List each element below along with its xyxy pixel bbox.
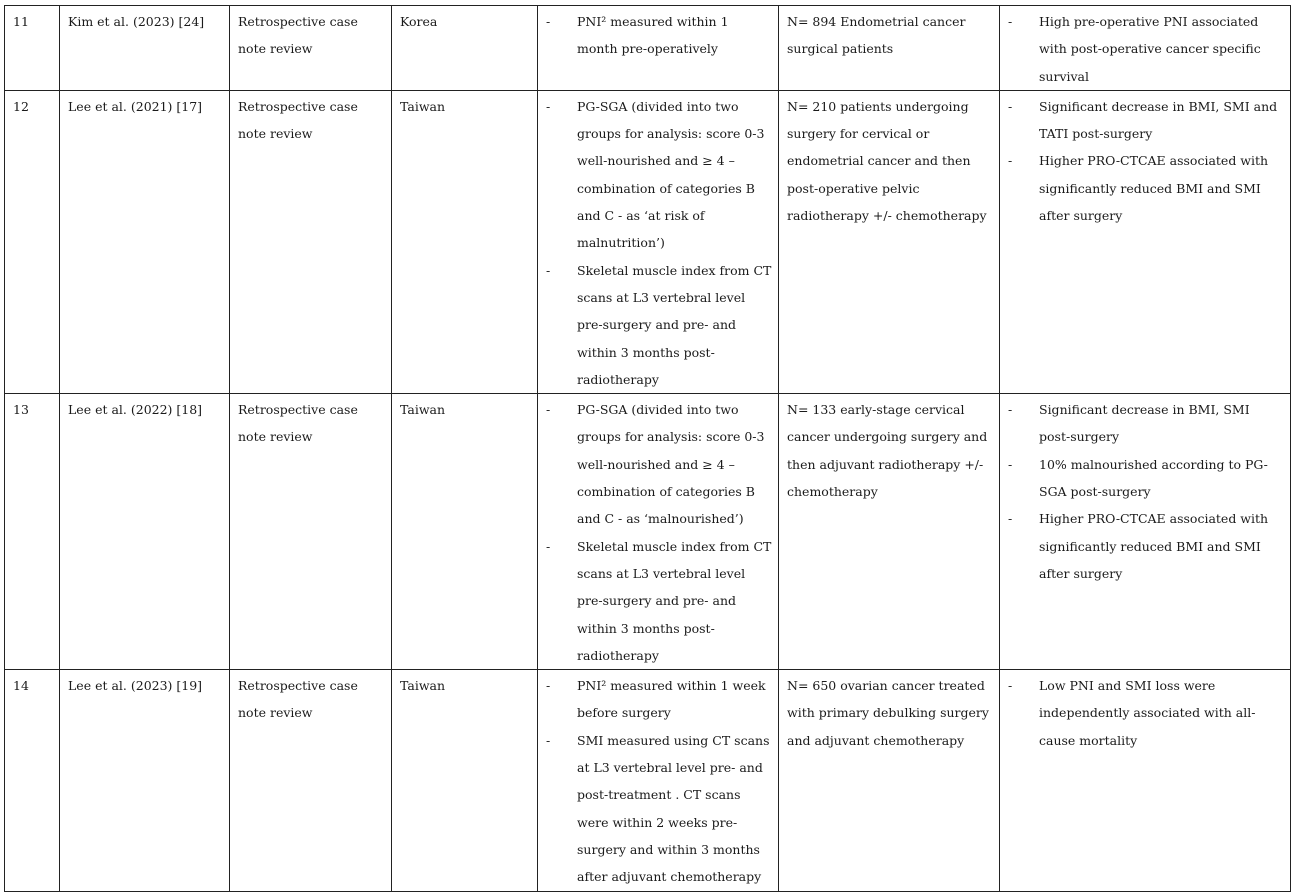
table-row <box>5 90 1291 393</box>
row-number: 11 <box>5 6 60 91</box>
list-item: - High pre-operative PNI associated with post-operative cancer specific survival <box>1008 8 1284 90</box>
study-citation: Lee et al. (2022) [18] <box>60 394 230 670</box>
population-cell: N= 650 ovarian cancer treated with primary debulking surgery and adjuvant chemotherapy <box>779 670 1000 892</box>
row-number: 13 <box>5 394 60 670</box>
list-item: - PNI² measured within 1 month pre-operatively <box>546 8 772 63</box>
population-cell: N= 894 Endometrial cancer surgical patients <box>779 6 1000 91</box>
list-item: - 10% malnourished according to PG-SGA post-surgery <box>1008 451 1284 506</box>
findings-list <box>1008 672 1284 754</box>
population-cell: N= 133 early-stage cervical cancer undergoing surgery and then adjuvant radiotherapy +/- chemotherapy <box>779 394 1000 670</box>
findings-list <box>1008 93 1284 229</box>
methods-cell <box>538 670 779 892</box>
list-item: - Significant decrease in BMI, SMI post-surgery <box>1008 396 1284 451</box>
list-item: - PNI² measured within 1 week before surgery <box>546 672 772 727</box>
findings-list <box>1008 396 1284 587</box>
row-number: 12 <box>5 90 60 393</box>
table-row <box>5 670 1291 892</box>
findings-list <box>1008 8 1284 90</box>
methods-list <box>546 672 772 890</box>
findings-cell <box>1000 394 1291 670</box>
table-row <box>5 394 1291 670</box>
study-design: Retrospective case note review <box>230 90 392 393</box>
list-item: - Significant decrease in BMI, SMI and TATI post-surgery <box>1008 93 1284 148</box>
methods-cell <box>538 394 779 670</box>
list-item: - Higher PRO-CTCAE associated with significantly reduced BMI and SMI after surgery <box>1008 505 1284 587</box>
study-table-body <box>5 6 1291 892</box>
list-item: - PG-SGA (divided into two groups for analysis: score 0-3 well-nourished and ≥ 4 – combination of categories B and C - as ‘at risk of malnutrition’) <box>546 93 772 257</box>
findings-cell <box>1000 90 1291 393</box>
study-citation: Lee et al. (2021) [17] <box>60 90 230 393</box>
study-country: Taiwan <box>392 90 538 393</box>
study-country: Taiwan <box>392 394 538 670</box>
list-item: - Low PNI and SMI loss were independently associated with all-cause mortality <box>1008 672 1284 754</box>
study-table <box>4 5 1291 892</box>
methods-list <box>546 396 772 669</box>
list-item: - SMI measured using CT scans at L3 vertebral level pre- and post-treatment . CT scans were within 2 weeks pre-surgery and within 3 months after adjuvant chemotherapy <box>546 727 772 891</box>
findings-cell <box>1000 670 1291 892</box>
findings-cell <box>1000 6 1291 91</box>
list-item: - PG-SGA (divided into two groups for analysis: score 0-3 well-nourished and ≥ 4 – combination of categories B and C - as ‘malnourished’) <box>546 396 772 532</box>
study-country: Taiwan <box>392 670 538 892</box>
list-item: - Higher PRO-CTCAE associated with significantly reduced BMI and SMI after surgery <box>1008 147 1284 229</box>
population-cell: N= 210 patients undergoing surgery for cervical or endometrial cancer and then post-operative pelvic radiotherapy +/- chemotherapy <box>779 90 1000 393</box>
study-design: Retrospective case note review <box>230 394 392 670</box>
study-design: Retrospective case note review <box>230 6 392 91</box>
table-row <box>5 6 1291 91</box>
study-design: Retrospective case note review <box>230 670 392 892</box>
methods-list <box>546 8 772 63</box>
row-number: 14 <box>5 670 60 892</box>
methods-cell <box>538 6 779 91</box>
list-item: - Skeletal muscle index from CT scans at L3 vertebral level pre-surgery and pre- and within 3 months post-radiotherapy <box>546 533 772 669</box>
study-citation: Lee et al. (2023) [19] <box>60 670 230 892</box>
study-country: Korea <box>392 6 538 91</box>
methods-cell <box>538 90 779 393</box>
list-item: - Skeletal muscle index from CT scans at L3 vertebral level pre-surgery and pre- and within 3 months post-radiotherapy <box>546 257 772 393</box>
study-citation: Kim et al. (2023) [24] <box>60 6 230 91</box>
methods-list <box>546 93 772 393</box>
